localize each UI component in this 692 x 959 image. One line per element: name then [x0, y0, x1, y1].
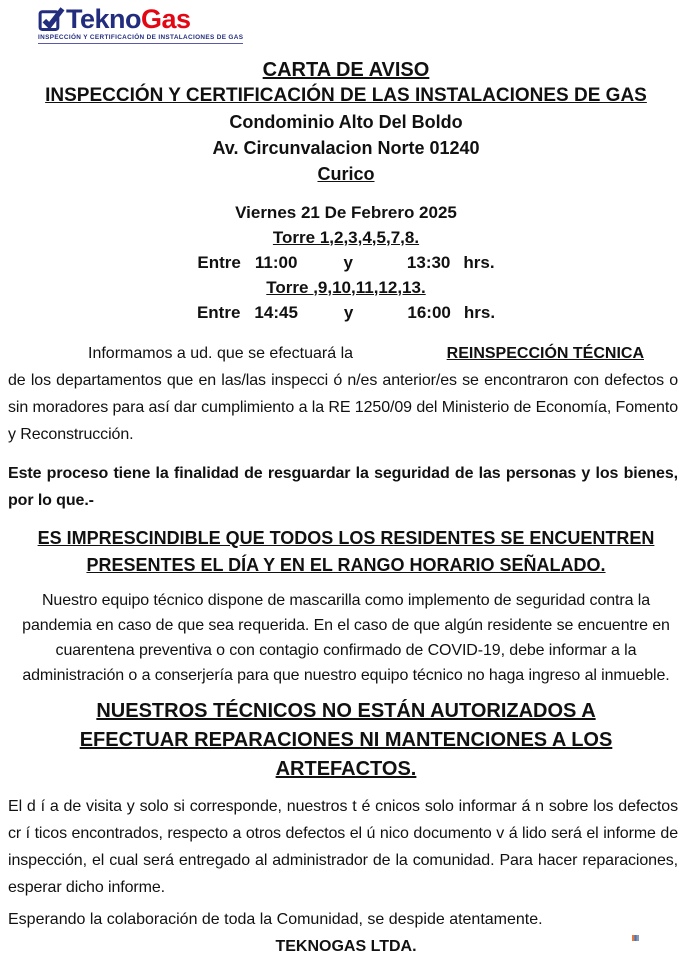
conjunction: y	[343, 302, 354, 322]
teknogas-logo	[0, 0, 692, 44]
company-signature: TEKNOGAS LTDA.	[275, 937, 417, 955]
building-name: Condominio Alto Del Boldo	[229, 111, 463, 132]
letter-header	[0, 57, 692, 187]
visit-date: Viernes 21 De Febrero 2025	[235, 202, 457, 222]
repairs-notice-heading: NUESTROS TÉCNICOS NO ESTÁN AUTORIZADOS A EFECTUAR REPARACIONES NI MANTENCIONES A LOS ARTEFACTOS.	[79, 699, 613, 780]
brand-tekno: Tekno	[66, 4, 142, 34]
city-name: Curico	[317, 163, 375, 184]
hrs-label: hrs.	[463, 302, 496, 322]
reinspection-highlight: REINSPECCIÓN TÉCNICA	[446, 344, 644, 362]
tower-group-2-label: Torre ,9,10,11,12,13.	[266, 277, 426, 297]
visit-info-paragraph: El d í a de visita y solo si corresponde, nuestros t é cnicos solo informar á n sobre los defectos cr í ticos encontrados, respecto a otros defectos el ú nico documento v á lido será el informe de inspección, el cual será entregado al administrador de la comunidad. Para hacer reparaciones, esperar dicho informe.	[8, 797, 678, 896]
entre-label: Entre	[197, 252, 241, 272]
intro-first-line	[0, 340, 692, 367]
hrs-label: hrs.	[463, 252, 495, 272]
time-slot-2	[0, 300, 692, 325]
checkbox-logo-icon	[38, 5, 65, 32]
logo-tagline: INSPECCIÓN Y CERTIFICACIÓN DE INSTALACIONES DE GAS	[38, 34, 243, 44]
entre-label: Entre	[196, 302, 241, 322]
letter-subtitle: INSPECCIÓN Y CERTIFICACIÓN DE LAS INSTALACIONES DE GAS	[45, 84, 647, 106]
brand-gas: Gas	[141, 4, 191, 34]
inspection-schedule	[0, 200, 692, 325]
conjunction: y	[343, 252, 353, 272]
start-time: 14:45	[254, 302, 298, 322]
end-time: 13:30	[406, 252, 451, 272]
intro-paragraph: de los departamentos que en las/las inspecci ó n/es anterior/es se encontraron con defectos o sin moradores para así dar cumplimiento a la RE 1250/09 del Ministerio de Economía, Fomento y Reconstrucción.	[8, 371, 678, 443]
time-slot-1	[0, 250, 692, 275]
covid-paragraph: Nuestro equipo técnico dispone de mascarilla como implemento de seguridad contra la pandemia en caso de que sea requerida. En el caso de que algún residente se encuentre en cuarentena preventiva o con contagio confirmado de COVID-19, debe informar a la administración o a conserjería para que nuestro equipo técnico no haga ingreso al inmueble.	[22, 591, 670, 684]
start-time: 11:00	[254, 252, 298, 272]
tower-group-1-label: Torre 1,2,3,4,5,7,8.	[272, 227, 420, 247]
purpose-paragraph: Este proceso tiene la finalidad de resguardar la seguridad de las personas y los bienes, por lo que.-	[8, 464, 678, 509]
end-time: 16:00	[407, 302, 451, 322]
letter-title: CARTA DE AVISO	[262, 58, 430, 81]
closing-line: Esperando la colaboración de toda la Comunidad, se despide atentamente.	[8, 910, 543, 928]
intro-lead-text: Informamos a ud. que se efectuará la	[88, 344, 354, 362]
presence-notice-heading: ES IMPRESCINDIBLE QUE TODOS LOS RESIDENTES SE ENCUENTREN PRESENTES EL DÍA Y EN EL RANGO HORARIO SEÑALADO.	[37, 527, 655, 575]
tiny-artifact-icon	[632, 935, 639, 941]
brand-wordmark	[66, 6, 191, 32]
street-address: Av. Circunvalacion Norte 01240	[212, 137, 480, 158]
